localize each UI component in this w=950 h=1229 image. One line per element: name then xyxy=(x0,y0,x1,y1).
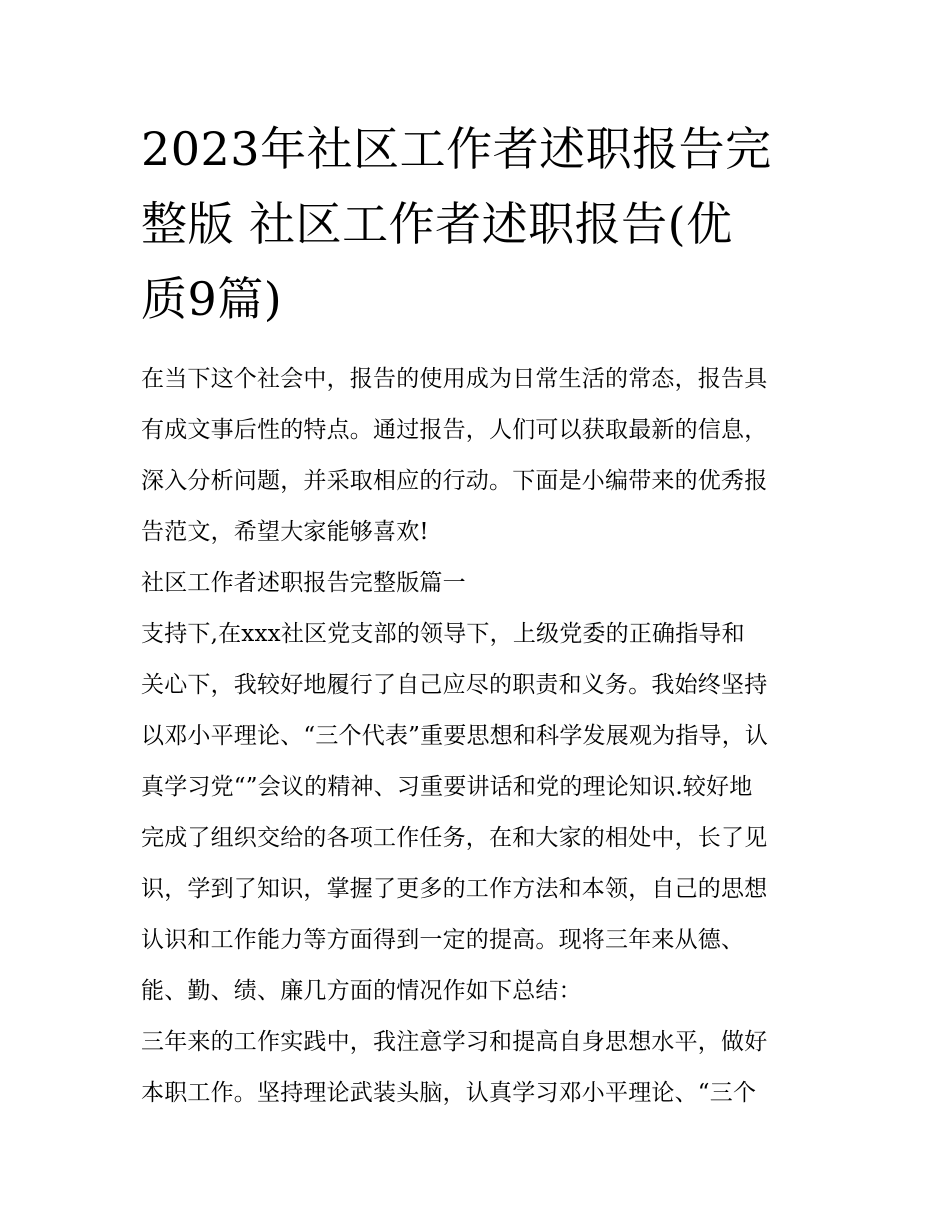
intro-line: 告范文，希望大家能够喜欢! xyxy=(141,519,429,545)
paragraph-line: 认识和工作能力等方面得到一定的提高。现将三年来从德、 xyxy=(141,927,745,953)
document-title xyxy=(141,112,813,337)
paragraph-line: 真学习党“”会议的精神、习重要讲话和党的理论知识.较好地 xyxy=(141,774,753,800)
paragraph-line: 以邓小平理论、“三个代表”重要思想和科学发展观为指导，认 xyxy=(141,723,769,749)
paragraph-line: 完成了组织交给的各项工作任务，在和大家的相处中，长了见 xyxy=(141,825,768,851)
paragraph-1 xyxy=(141,609,813,1017)
paragraph-line: 支持下,在xxx社区党支部的领导下，上级党委的正确指导和 xyxy=(141,621,745,647)
paragraph-2 xyxy=(141,1017,813,1119)
section-heading: 社区工作者述职报告完整版篇一 xyxy=(141,570,466,596)
paragraph-line: 能、勤、绩、廉几方面的情况作如下总结： xyxy=(141,978,582,1004)
intro-line: 深入分析问题，并采取相应的行动。下面是小编带来的优秀报 xyxy=(141,468,768,494)
paragraph-line: 识，学到了知识，掌握了更多的工作方法和本领，自己的思想 xyxy=(141,876,768,902)
title-line-2: 整版 社区工作者述职报告(优 xyxy=(141,197,733,251)
paragraph-line: 三年来的工作实践中，我注意学习和提高自身思想水平，做好 xyxy=(141,1029,768,1055)
intro-paragraph xyxy=(141,354,813,558)
title-line-1: 2023年社区工作者述职报告完 xyxy=(141,122,772,176)
intro-line: 有成文事后性的特点。通过报告，人们可以获取最新的信息， xyxy=(141,417,768,443)
intro-line: 在当下这个社会中，报告的使用成为日常生活的常态，报告具 xyxy=(141,366,768,392)
document-body xyxy=(141,354,813,1119)
title-line-3: 质9篇) xyxy=(141,272,283,326)
paragraph-line: 本职工作。坚持理论武装头脑，认真学习邓小平理论、“三个 xyxy=(141,1080,757,1106)
paragraph-line: 关心下，我较好地履行了自己应尽的职责和义务。我始终坚持 xyxy=(141,672,768,698)
document-content xyxy=(141,112,813,1119)
